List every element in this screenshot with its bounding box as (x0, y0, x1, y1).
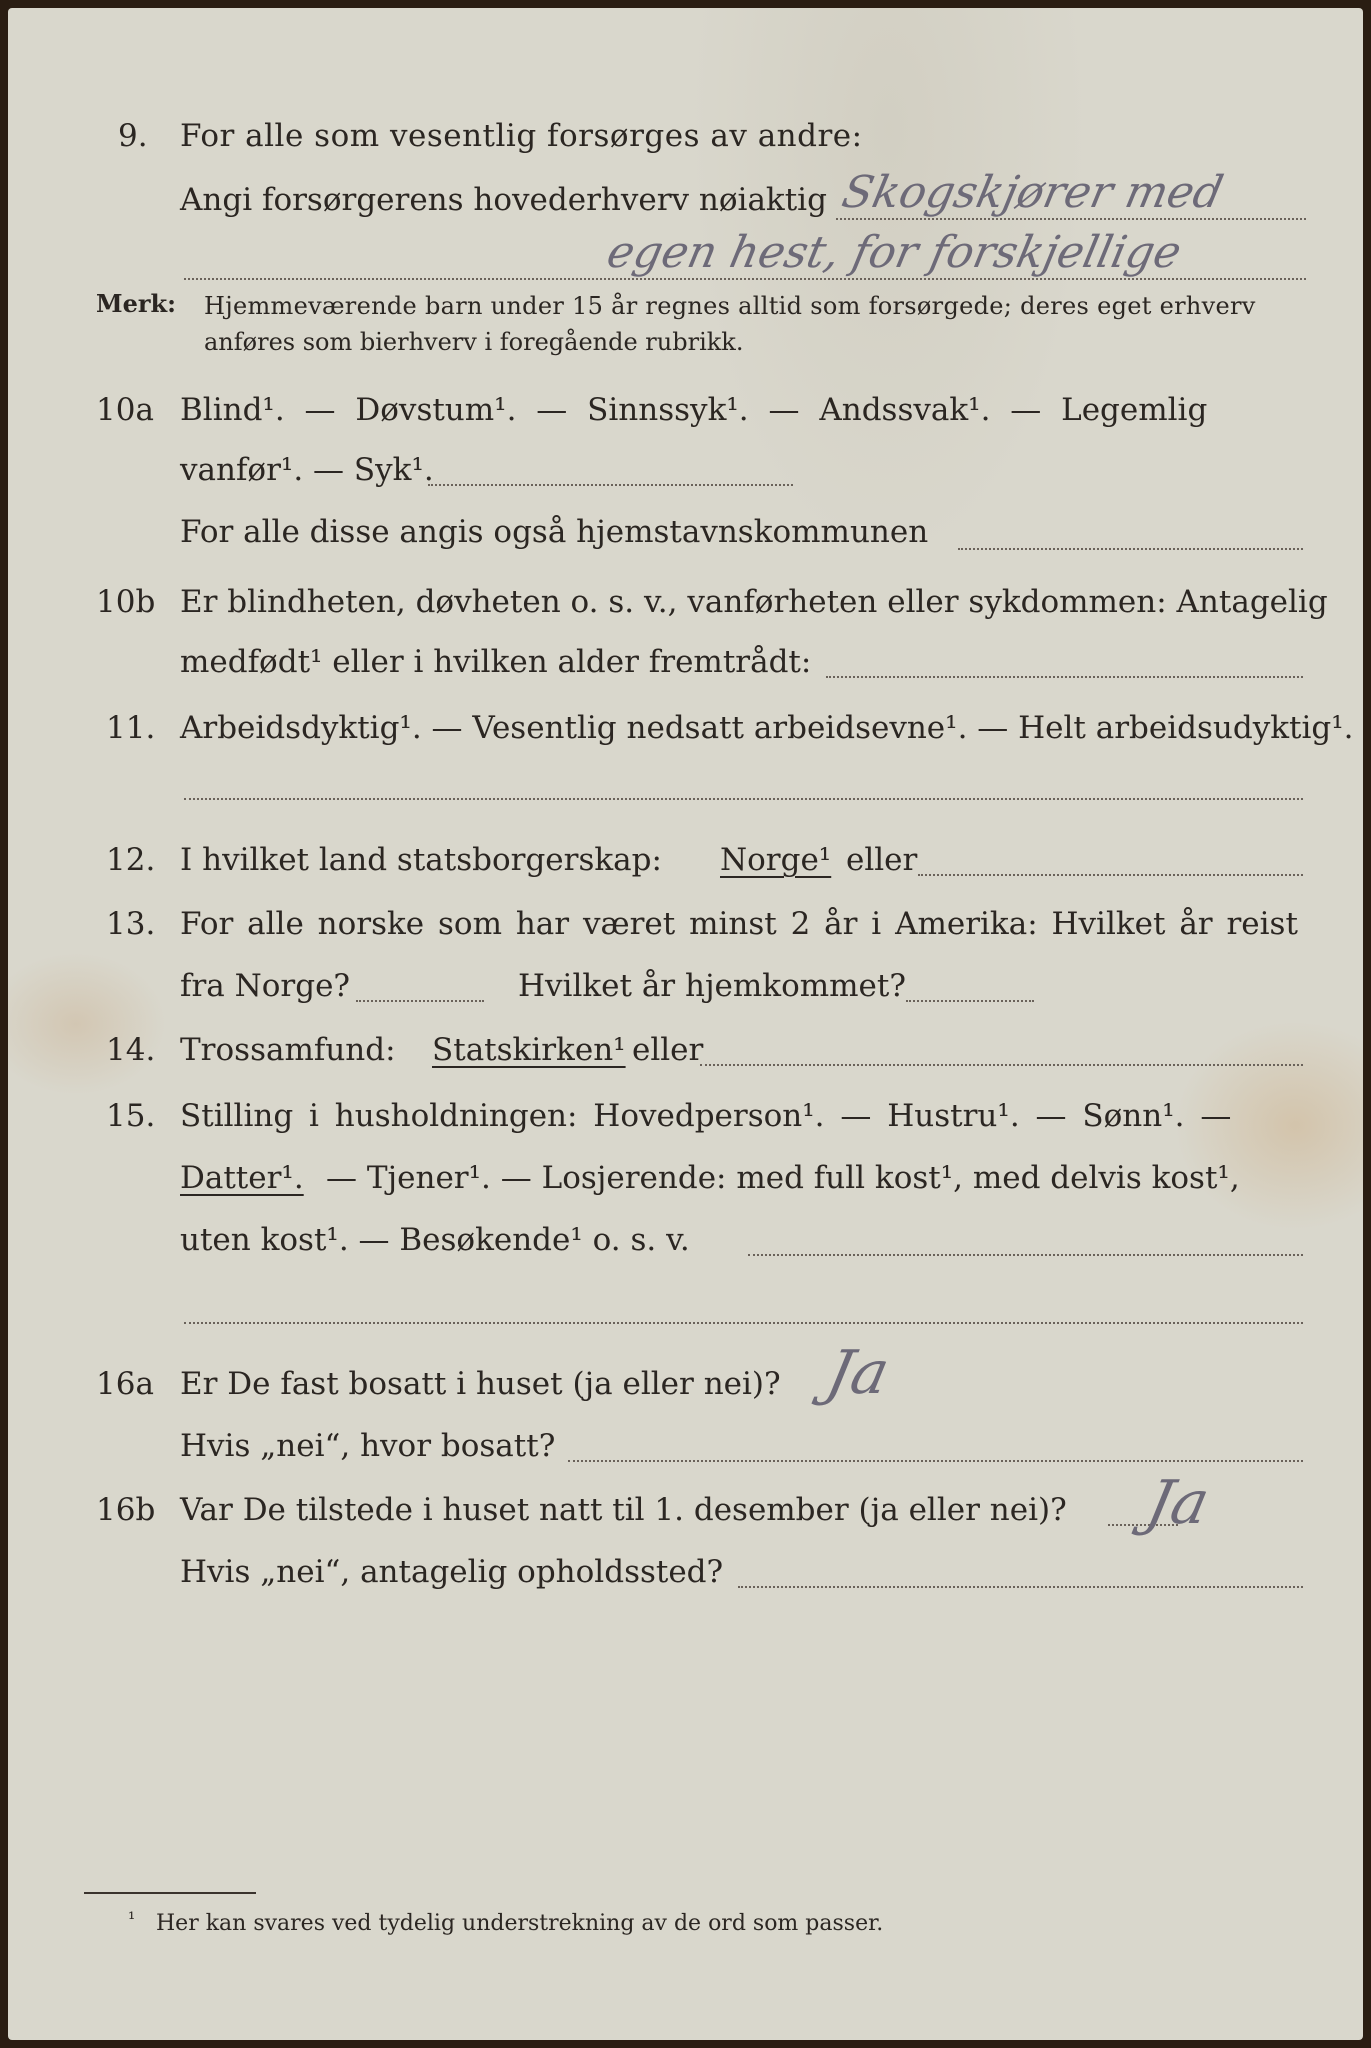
question-number: 14. (106, 1032, 156, 1068)
answer-line (826, 676, 1303, 678)
question-number: 12. (106, 842, 156, 878)
question-text: Trossamfund: (180, 1032, 396, 1068)
question-number: 16a (96, 1366, 154, 1402)
question-text: fra Norge? (180, 968, 351, 1004)
question-text: For alle disse angis også hjemstavnskommunen (180, 514, 929, 550)
question-text: Hvis „nei“, antagelig opholdssted? (180, 1554, 724, 1590)
selected-option: Datter¹. (180, 1160, 304, 1196)
handwritten-answer: Skogskjører med (837, 167, 1228, 218)
question-text: Arbeidsdyktig¹. — Vesentlig nedsatt arbeidsevne¹. — Helt arbeidsudyktig¹. (180, 710, 1354, 746)
question-text: vanfør¹. — Syk¹. (180, 452, 434, 488)
question-text: eller (632, 1032, 704, 1068)
question-text: Stilling i husholdningen: Hovedperson¹. — Hustru¹. — Sønn¹. — (180, 1098, 1232, 1134)
answer-line (748, 1254, 1303, 1256)
question-text: eller (846, 842, 918, 878)
question-text: Hvis „nei“, hvor bosatt? (180, 1428, 556, 1464)
answer-line (428, 484, 793, 486)
question-number: 10a (96, 392, 154, 428)
question-text: — Tjener¹. — Losjerende: med full kost¹, med delvis kost¹, (326, 1160, 1240, 1196)
handwritten-answer: Ja (820, 1338, 896, 1408)
question-text: Er blindheten, døvheten o. s. v., vanførheten eller sykdommen: Antagelig (180, 584, 1328, 620)
answer-line (918, 874, 1303, 876)
question-text: For alle norske som har været minst 2 år i Amerika: Hvilket år reist (180, 906, 1298, 942)
question-text: For alle som vesentlig forsørges av andre: (180, 118, 863, 154)
answer-line (958, 548, 1303, 550)
census-form-page (8, 8, 1363, 2040)
question-number: 15. (106, 1098, 156, 1134)
handwritten-answer: egen hest, for forskjellige (602, 227, 1186, 278)
question-text: Hvilket år hjemkommet? (518, 968, 906, 1004)
question-number: 9. (118, 118, 148, 154)
question-text: I hvilket land statsborgerskap: (180, 842, 662, 878)
question-text: uten kost¹. — Besøkende¹ o. s. v. (180, 1222, 690, 1258)
answer-line (906, 1000, 1034, 1002)
answer-line (700, 1064, 1303, 1066)
selected-option: Statskirken¹ (432, 1032, 626, 1068)
note-text: anføres som bierhverv i foregående rubrikk. (204, 328, 744, 356)
question-number: 10b (96, 584, 156, 620)
answer-line (184, 1322, 1303, 1324)
handwritten-answer: Ja (1140, 1468, 1216, 1538)
selected-option: Norge¹ (720, 842, 832, 878)
note-text: Hjemmeværende barn under 15 år regnes alltid som forsørgede; deres eget erhverv (204, 292, 1256, 320)
question-number: 16b (96, 1492, 156, 1528)
question-number: 13. (106, 906, 156, 942)
footnote-rule (84, 1892, 256, 1894)
question-text: medfødt¹ eller i hvilken alder fremtrådt: (180, 644, 812, 680)
question-text: Var De tilstede i huset natt til 1. desember (ja eller nei)? (180, 1492, 1067, 1528)
answer-line (836, 218, 1306, 220)
answer-line (738, 1586, 1303, 1588)
answer-line (184, 798, 1303, 800)
question-text: Blind¹. — Døvstum¹. — Sinnssyk¹. — Andssvak¹. — Legemlig (180, 392, 1208, 428)
footnote-mark: ¹ (128, 1909, 136, 1930)
answer-line (568, 1460, 1303, 1462)
answer-line (356, 1000, 484, 1002)
question-label: Angi forsørgerens hovederhverv nøiaktig (180, 182, 827, 218)
question-number: 11. (106, 710, 156, 746)
answer-line (184, 278, 1306, 280)
footnote-text: Her kan svares ved tydelig understrekning av de ord som passer. (156, 1911, 884, 1936)
question-text: Er De fast bosatt i huset (ja eller nei)? (180, 1366, 781, 1402)
note-label: Merk: (96, 289, 176, 318)
